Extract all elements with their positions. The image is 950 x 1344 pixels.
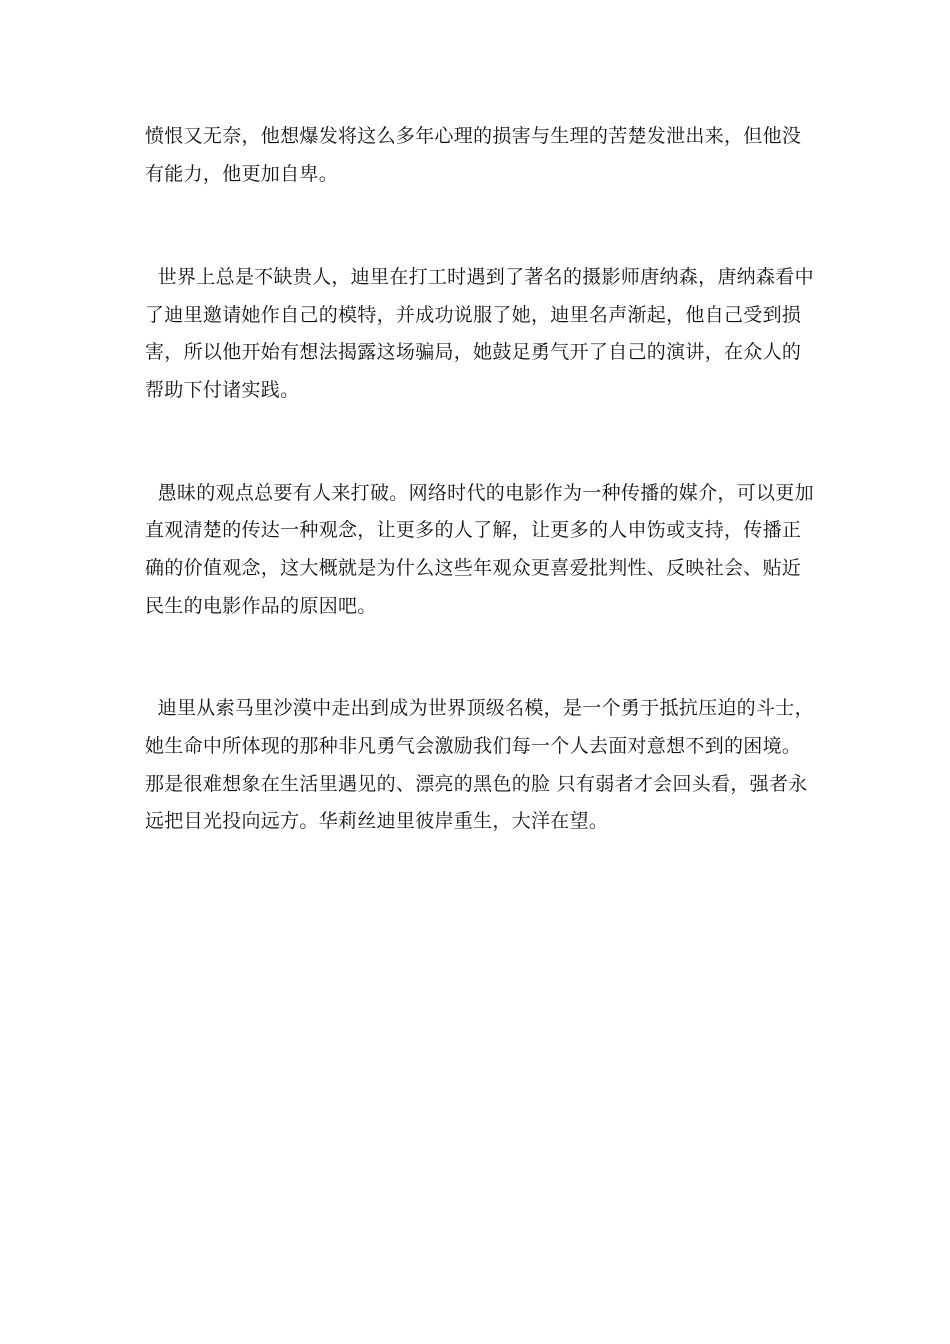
paragraph-4-line-1: 迪里从索马里沙漠中走出到成为世界顶级名模，是一个勇于抵抗压迫的斗士， [145,697,814,719]
paragraph-3-line-3: 确的价值观念，这大概就是为什么这些年观众更喜爱批判性、反映社会、贴近 [145,557,802,579]
paragraph-2-line-1: 世界上总是不缺贵人，迪里在打工时遇到了著名的摄影师唐纳森，唐纳森看中 [145,266,814,288]
paragraph-4-line-3: 那是很难想象在生活里遇见的、漂亮的黑色的脸 只有弱者才会回头看，强者永 [145,773,808,795]
paragraph-1-line-1: 愤恨又无奈，他想爆发将这么多年心理的损害与生理的苦楚发泄出来，但他没 [145,125,802,147]
paragraph-2-line-2: 了迪里邀请她作自己的模特，并成功说服了她，迪里名声渐起，他自己受到损 [145,304,802,326]
paragraph-3-line-1: 愚昧的观点总要有人来打破。网络时代的电影作为一种传播的媒介，可以更加 [145,482,814,504]
paragraph-3-line-2: 直观清楚的传达一种观念，让更多的人了解，让更多的人申饬或支持，传播正 [145,519,802,541]
paragraph-2-line-4: 帮助下付诸实践。 [145,379,300,401]
paragraph-2-line-3: 害，所以他开始有想法揭露这场骗局，她鼓足勇气开了自己的演讲，在众人的 [145,341,802,363]
paragraph-4-line-2: 她生命中所体现的那种非凡勇气会激励我们每一个人去面对意想不到的困境。 [145,735,802,757]
paragraph-4-line-4: 远把目光投向远方。华莉丝迪里彼岸重生，大洋在望。 [145,810,609,832]
paragraph-3-line-4: 民生的电影作品的原因吧。 [145,595,377,617]
paragraph-1-line-2: 有能力，他更加自卑。 [145,163,339,185]
